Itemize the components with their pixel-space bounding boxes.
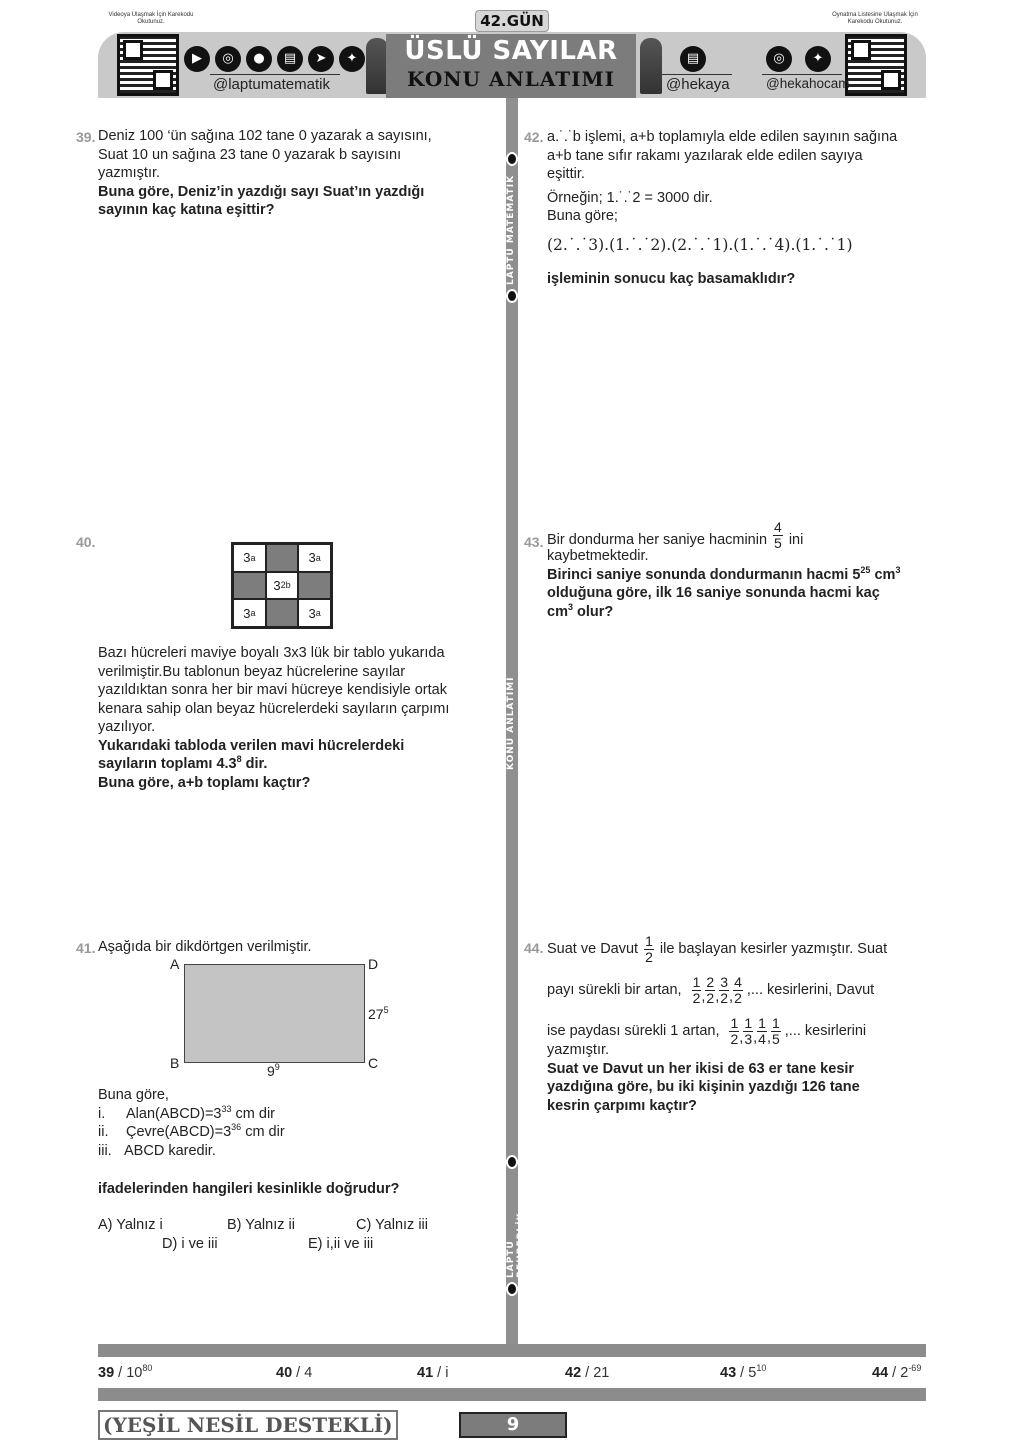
- davut-fractions: $\frac{1}{2}$ , $\frac{1}{3}$ , $\frac{1}{4}$ , $\frac{1}{5}$: [730, 1015, 780, 1047]
- footer-slogan: (YEŞİL NESİL DESTEKLİ): [98, 1410, 398, 1440]
- instagram-icon[interactable]: ◎: [766, 46, 792, 72]
- side-length-label: $27^5$: [368, 1005, 389, 1022]
- mid-handle: @hekaya: [666, 76, 730, 93]
- right-qr-note: Oynatma Listesine Ulaşmak İçin Karekodu Okutunuz.: [832, 12, 918, 25]
- question-44: Suat ve Davut $\frac{1}{2}$ ile başlayan kesirler yazmıştır. Suat payı sürekli bir artan, $\frac{1}{2}$ , $\frac{2}{2}$ , $\frac{3}{2}$ , $\frac{4}{2}$ ,... kesirlerini, Davut ise paydası sürekli 1 artan, $\frac{1}{2}$ , $\frac{1}{3}$ , $\frac{1}{4}$ , $\frac{1}{5}$ ,... kesirlerini yazmıştır. Suat ve Davut un her ikisi de 63 er tane kesir yazdığına göre, bu iki kişinin yazdığı 126 tane kesrin çarpımı kaçtır?: [547, 933, 888, 1114]
- question-number: 39.: [76, 129, 96, 145]
- avatar-left: [366, 38, 388, 94]
- right-qr-code[interactable]: [845, 34, 907, 96]
- question-number: 44.: [524, 940, 544, 956]
- question-41-prompt: ifadelerinden hangileri kesinlikle doğrudur?: [98, 1181, 400, 1197]
- question-41-intro: Aşağıda bir dikdörtgen verilmiştir.: [98, 939, 312, 955]
- vertex-label: A: [170, 956, 180, 972]
- answer-43: $43 / 5^{10}$: [720, 1363, 767, 1381]
- grid-cell-blue: [233, 572, 266, 600]
- suat-fractions: $\frac{1}{2}$ , $\frac{2}{2}$ , $\frac{3}{2}$ , $\frac{4}{2}$: [692, 974, 742, 1006]
- page-title: ÜSLÜ SAYILAR: [404, 36, 618, 66]
- question-43: Bir dondurma her saniye hacminin $\frac{4}{5}$ ini kaybetmektedir. Birinci saniye sonunda dondurmanın hacmi $5^{25}$ $cm^3$ olduğuna göre, ilk 16 saniye sonunda hacmi kaç $cm^3$ olur?: [547, 519, 901, 620]
- page-number: 9: [459, 1412, 567, 1438]
- grid-cell-blue: [298, 572, 331, 600]
- page-subtitle: KONU ANLATIMI: [407, 67, 615, 91]
- avatar-right: [640, 38, 662, 94]
- divider-dot: [506, 1155, 518, 1169]
- right-handle: @hekahocam: [766, 76, 850, 91]
- twitter-icon[interactable]: ✦: [339, 46, 365, 72]
- youtube-icon[interactable]: ▶: [184, 46, 210, 72]
- twitch-icon[interactable]: ▤: [680, 46, 706, 72]
- grid-cell-blue: [266, 599, 299, 627]
- option-a[interactable]: A) Yalnız i: [98, 1217, 163, 1233]
- divider-label-top: LAPTÜ MATEMATİK: [506, 174, 516, 285]
- question-number: 42.: [524, 129, 544, 145]
- option-d[interactable]: D) i ve iii: [162, 1236, 218, 1252]
- discord-icon[interactable]: ●: [246, 46, 272, 72]
- question-41: Buna göre, i. $Alan(ABCD)=3^{33}$ cm dir ii. $Çevre(ABCD)=3^{36}$ cm dir iii. ABCD karedir.: [98, 1087, 285, 1159]
- answer-39: $39 / 10^{80}$: [98, 1363, 153, 1381]
- vertex-label: D: [368, 956, 379, 972]
- instagram-icon[interactable]: ◎: [215, 46, 241, 72]
- answer-42: 42 / 21: [565, 1365, 610, 1381]
- grid-cell: 3 a: [233, 544, 266, 572]
- left-handle: @laptumatematik: [213, 76, 330, 93]
- social-icons-left: [184, 46, 365, 72]
- question-42: a.˙.˙b işlemi, a+b toplamıyla elde edilen sayının sağına a+b tane sıfır rakamı yazılarak elde edilen sayıya eşittir. Örneğin; 1.˙.˙2 = 3000 dir. Buna göre; (2.˙.˙3).(1.˙.˙2).(2.˙.˙1).(1.˙.˙4).(1.˙.˙1) işleminin sonucu kaç basamaklıdır?: [547, 128, 937, 289]
- grid-table: [231, 542, 333, 629]
- grid-cell-blue: [266, 544, 299, 572]
- grid-cell: 3 a: [233, 599, 266, 627]
- fraction: $\frac{1}{2}$: [645, 933, 653, 965]
- question-39: Deniz 100 ‘ün sağına 102 tane 0 yazarak a sayısını, Suat 10 un sağına 23 tane 0 yazarak b sayısını yazmıştır. Buna göre, Deniz’in yazdığı sayı Suat’ın yazdığı sayının kaç katına eşittir?: [98, 128, 432, 218]
- vertex-label: C: [368, 1055, 379, 1071]
- footer-bar: [98, 1388, 926, 1401]
- option-e[interactable]: E) i,ii ve iii: [308, 1236, 374, 1252]
- grid-cell: 3 a: [298, 544, 331, 572]
- answer-44: $44 / 2^{-69}$: [872, 1363, 922, 1381]
- question-number: 43.: [524, 534, 544, 550]
- day-badge: 42.GÜN: [475, 10, 549, 32]
- question-40: Bazı hücreleri maviye boyalı 3x3 lük bir tablo yukarıda verilmiştir.Bu tablonun beyaz hücrelerine sayılar yazıldıktan sonra her bir mavi hücreye kendisiyle ortak kenara sahip olan beyaz hücrelerdeki sayıların çarpımı yazılıyor. Yukarıdaki tabloda verilen mavi hücrelerdeki sayıların toplamı $4.3^8$ dir. Buna göre, a+b toplamı kaçtır?: [98, 645, 450, 791]
- option-b[interactable]: B) Yalnız ii: [227, 1217, 295, 1233]
- vertex-label: B: [170, 1055, 180, 1071]
- rectangle-abcd: [184, 964, 365, 1063]
- grid-cell: 3 a: [298, 599, 331, 627]
- operation-expression: (2.˙.˙3).(1.˙.˙2).(2.˙.˙1).(1.˙.˙4).(1.˙.˙1): [547, 235, 853, 254]
- left-qr-code[interactable]: [117, 34, 179, 96]
- fraction: $\frac{4}{5}$: [774, 519, 782, 551]
- twitch-icon[interactable]: ▤: [277, 46, 303, 72]
- divider-dot: [506, 1282, 518, 1296]
- question-number: 41.: [76, 940, 96, 956]
- option-c[interactable]: C) Yalnız iii: [356, 1217, 428, 1233]
- grid-cell: 3 2b: [266, 572, 299, 600]
- divider-dot: [506, 152, 518, 166]
- divider-label-bottom: LAPTÜ REHBERLİK: [506, 1212, 526, 1278]
- answer-40: 40 / 4: [276, 1365, 313, 1381]
- base-length-label: $9^9$: [267, 1062, 280, 1079]
- divider-label-middle: KONU ANLATIMI: [506, 676, 516, 771]
- answer-41: 41 / i: [417, 1365, 449, 1381]
- footer-bar: [98, 1344, 926, 1357]
- question-number: 40.: [76, 534, 96, 550]
- left-qr-note: Videoya Ulaşmak İçin Karekodu Okutunuz.: [108, 12, 194, 25]
- divider-dot: [506, 289, 518, 303]
- telegram-icon[interactable]: ➤: [308, 46, 334, 72]
- twitter-icon[interactable]: ✦: [805, 46, 831, 72]
